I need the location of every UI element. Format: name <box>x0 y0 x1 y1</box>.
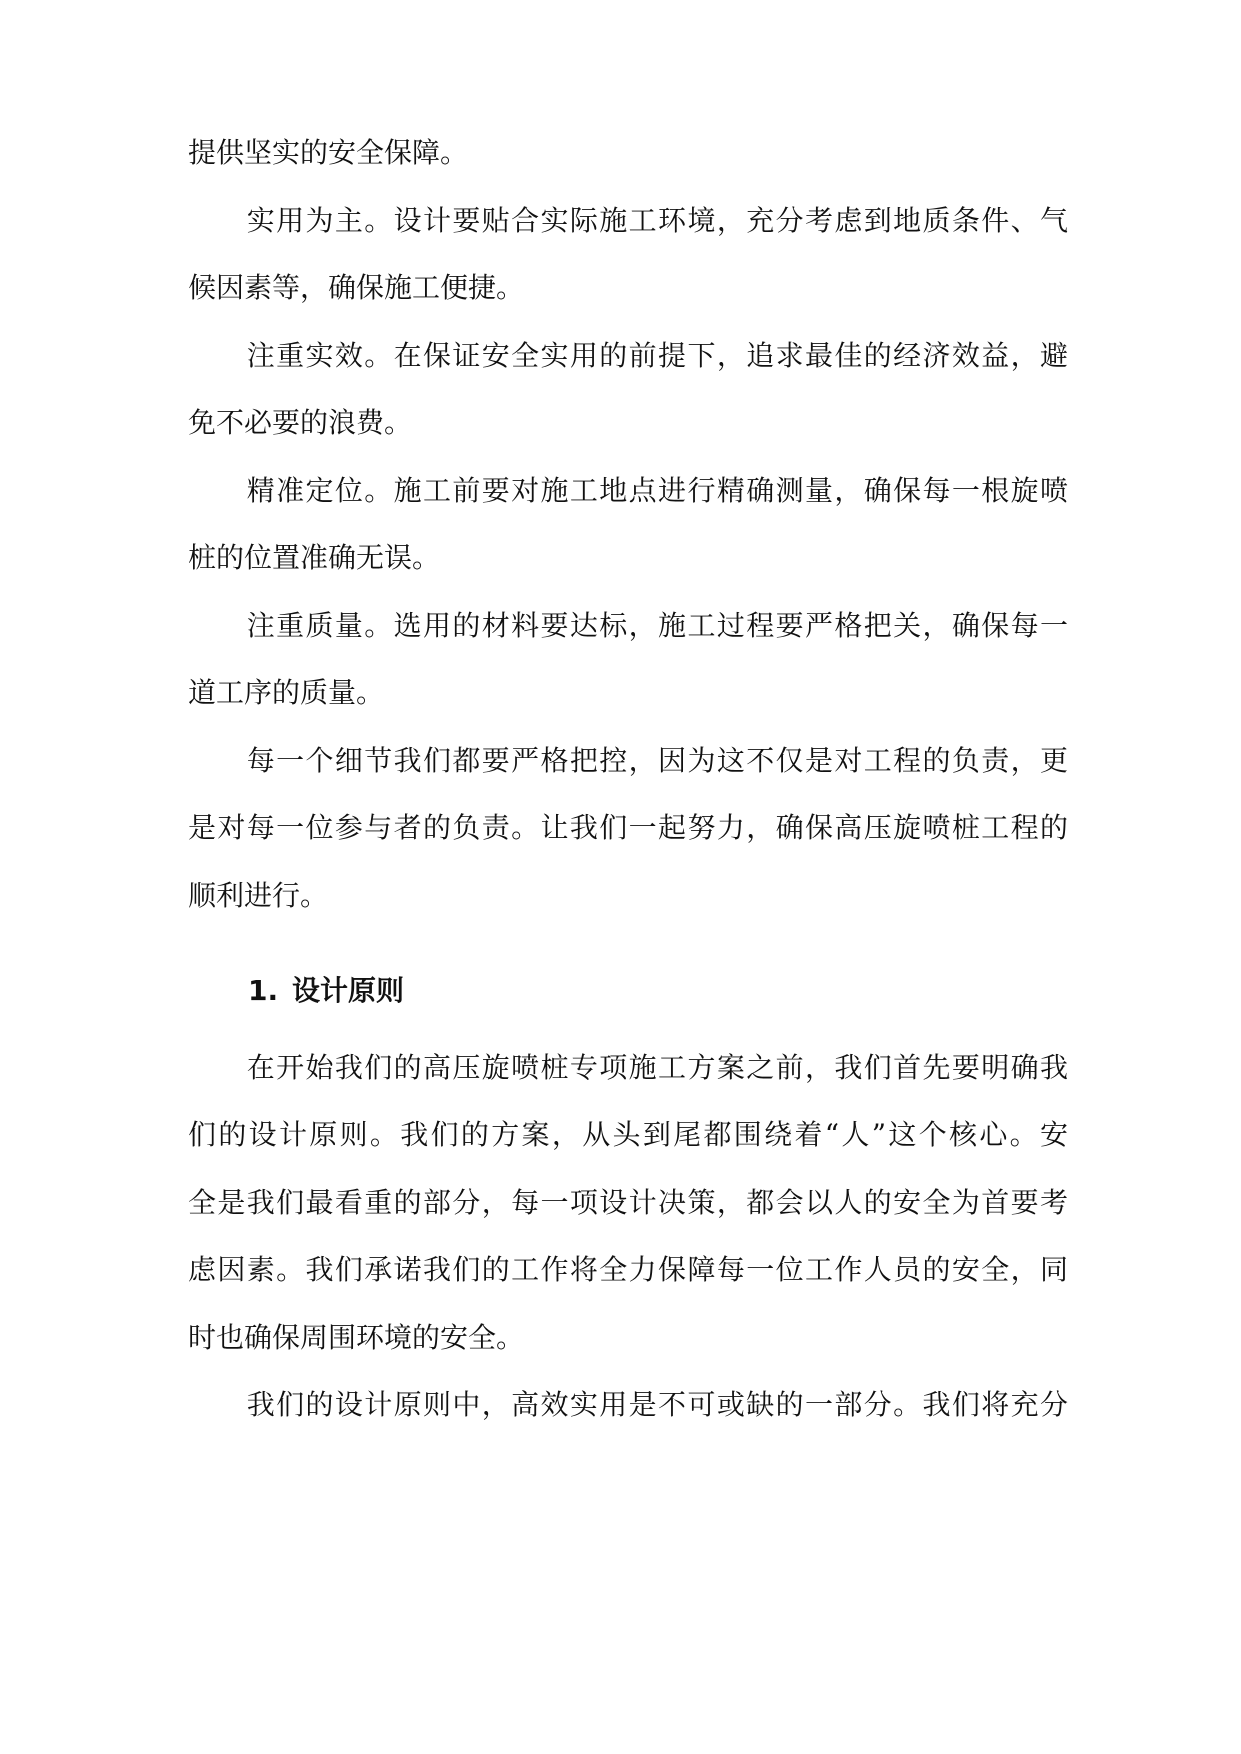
text-line: 在开始我们的高压旋喷桩专项施工方案之前，我们首先要明确我 <box>188 1051 1068 1084</box>
text-line: 们的设计原则。我们的方案，从头到尾都围绕着“人”这个核心。安 <box>188 1118 1068 1151</box>
text-line: 候因素等，确保施工便捷。 <box>188 271 525 304</box>
text-line: 全是我们最看重的部分，每一项设计决策，都会以人的安全为首要考 <box>188 1186 1068 1219</box>
text-line: 注重实效。在保证安全实用的前提下，追求最佳的经济效益，避 <box>188 339 1068 372</box>
text-line: 时也确保周围环境的安全。 <box>188 1321 525 1354</box>
section-heading <box>248 971 404 1011</box>
text-line: 提供坚实的安全保障。 <box>188 136 469 169</box>
text-line: 精准定位。施工前要对施工地点进行精确测量，确保每一根旋喷 <box>188 474 1068 507</box>
text-line: 实用为主。设计要贴合实际施工环境，充分考虑到地质条件、气 <box>188 204 1068 237</box>
text-line: 每一个细节我们都要严格把控，因为这不仅是对工程的负责，更 <box>188 744 1068 777</box>
section-title: 设计原则 <box>292 974 405 1007</box>
text-line: 免不必要的浪费。 <box>188 406 413 439</box>
text-line: 道工序的质量。 <box>188 676 385 709</box>
text-line: 桩的位置准确无误。 <box>188 541 441 574</box>
text-line: 虑因素。我们承诺我们的工作将全力保障每一位工作人员的安全，同 <box>188 1253 1068 1286</box>
text-line: 注重质量。选用的材料要达标，施工过程要严格把关，确保每一 <box>188 609 1068 642</box>
text-line: 顺利进行。 <box>188 879 329 912</box>
text-line: 我们的设计原则中，高效实用是不可或缺的一部分。我们将充分 <box>188 1388 1068 1421</box>
text-line: 是对每一位参与者的负责。让我们一起努力，确保高压旋喷桩工程的 <box>188 811 1068 844</box>
section-number: 1. <box>248 974 279 1007</box>
